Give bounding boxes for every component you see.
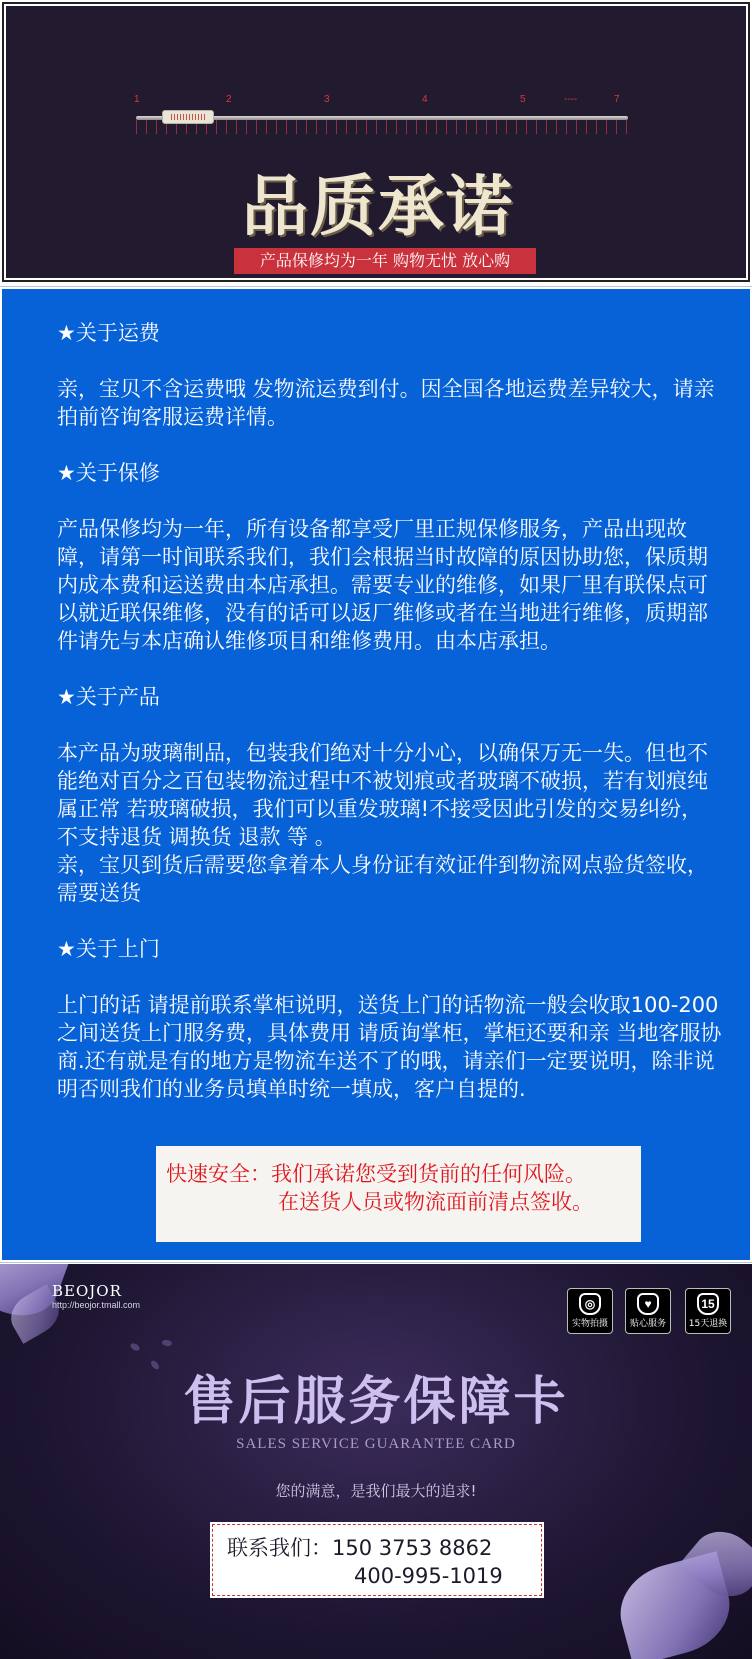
warranty-heading: ★关于保修 xyxy=(57,461,160,485)
brand-url: http://beojor.tmall.com xyxy=(52,1300,141,1310)
badge-glyph: ♥ xyxy=(637,1293,659,1315)
card-title: 售后服务保障卡 xyxy=(183,1371,569,1432)
ruler-number: ---- xyxy=(564,94,578,105)
callout-line-1: 快速安全：我们承诺您受到货前的任何风险。 xyxy=(166,1162,586,1186)
warranty-text: 产品保修均为一年，所有设备都享受厂里正规保修服务，产品出现故障，请第一时间联系我们，我们会根据当时故障的原因协助您，保质期内成本费和运送费由本店承担。需要专业的维修，如果厂里有联保点可以就近联保维修，没有的话可以返厂维修或者在当地进行维修，质期部件请先与本店确认维修项目和维修费用。由本店承担。 xyxy=(57,517,708,653)
petal-icon xyxy=(149,1359,160,1371)
petal-icon xyxy=(162,1339,173,1347)
promise-title: 品质承诺 xyxy=(242,167,514,245)
freight-text: 亲，宝贝不含运费哦 发物流运费到付。因全国各地运费差异较大，请亲拍前咨询客服运费详情。 xyxy=(57,377,715,429)
promise-subtitle: 产品保修均为一年 购物无忧 放心购 xyxy=(234,248,536,274)
notice-section xyxy=(0,287,752,1262)
product-text: 本产品为玻璃制品，包装我们绝对十分小心，以确保万无一失。但也不能绝对百分之百包装物流过程中不被划痕或者玻璃不破损，若有划痕纯属正常 若玻璃破损，我们可以重发玻璃!不接受因此引发的交易纠纷，不支持退货 调换货 退款 等 。 xyxy=(57,741,708,849)
product-text-2: 亲，宝贝到货后需要您拿着本人身份证有效证件到物流网点验货签收，需要送货 xyxy=(57,853,708,905)
card-tagline: 您的满意，是我们最大的追求! xyxy=(275,1482,477,1500)
camera-icon xyxy=(567,1288,613,1334)
ruler-number: 3 xyxy=(324,94,330,105)
ruler-graphic xyxy=(134,94,628,136)
delivery-heading: ★关于上门 xyxy=(57,937,160,961)
phone-mobile[interactable]: 150 3753 8862 xyxy=(332,1536,493,1560)
fifteen-days-icon xyxy=(685,1288,731,1334)
ruler-number: 1 xyxy=(134,94,140,105)
callout-line-2: 在送货人员或物流面前清点签收。 xyxy=(278,1190,593,1214)
badge-glyph: 15 xyxy=(697,1293,719,1315)
card-subtitle: SALES SERVICE GUARANTEE CARD xyxy=(236,1436,516,1452)
petal-icon xyxy=(129,1342,141,1352)
quality-promise-banner xyxy=(0,0,752,284)
badge-glyph: ◎ xyxy=(579,1293,601,1315)
after-sales-card xyxy=(0,1264,752,1659)
phone-hotline[interactable]: 400-995-1019 xyxy=(354,1564,503,1588)
ruler-handle-icon xyxy=(162,110,214,124)
badge-label: 15天退换 xyxy=(688,1319,728,1329)
ruler-number: 4 xyxy=(422,94,428,105)
badge-label: 实物拍摄 xyxy=(571,1319,608,1329)
freight-heading: ★关于运费 xyxy=(57,321,160,345)
heart-icon xyxy=(625,1288,671,1334)
contact-label: 联系我们： xyxy=(227,1536,332,1560)
contact-box xyxy=(212,1524,542,1596)
badge-label: 贴心服务 xyxy=(629,1319,666,1329)
notice-body xyxy=(57,319,722,1103)
product-heading: ★关于产品 xyxy=(57,685,160,709)
ruler-number: 5 xyxy=(520,94,526,105)
brand-logo: BEOJOR xyxy=(52,1282,122,1300)
ruler-number: 2 xyxy=(226,94,232,105)
safety-callout xyxy=(156,1146,641,1242)
ruler-number: 7 xyxy=(614,94,620,105)
banner-panel xyxy=(4,4,748,280)
delivery-text: 上门的话 请提前联系掌柜说明，送货上门的话物流一般会收取100-200之间送货上门服务费，具体费用 请质询掌柜，掌柜还要和亲 当地客服协商.还有就是有的地方是物流车送不了的哦，请亲们一定要说明，除非说明否则我们的业务员填单时统一填成，客户自提的. xyxy=(57,993,722,1101)
